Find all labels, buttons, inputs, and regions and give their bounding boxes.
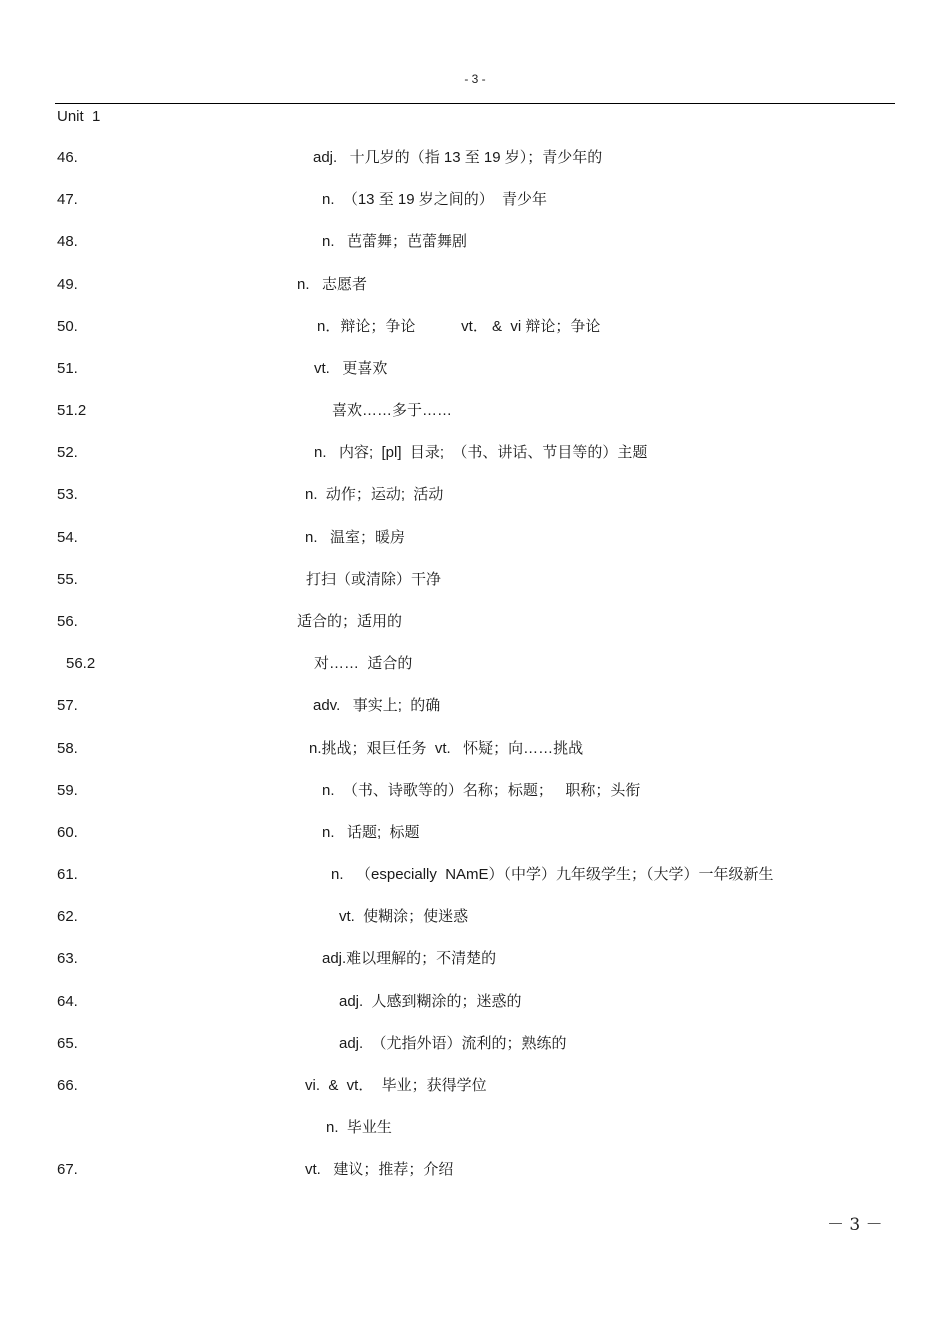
vocab-entry [0,737,950,761]
vocab-entry [0,863,950,887]
entry-number: 52. [57,444,78,461]
vocab-entry [0,146,950,170]
vocab-entry [0,821,950,845]
entry-definition: 适合的；适用的 [297,613,403,630]
entry-definition: n. （书、诗歌等的）名称；标题； 职称；头衔 [322,782,641,799]
entry-number: 64. [57,993,78,1010]
entry-number: 58. [57,740,78,757]
entry-number: 59. [57,782,78,799]
entry-number: 65. [57,1035,78,1052]
vocab-entry [0,441,950,465]
entry-number: 63. [57,950,78,967]
vocab-entry [0,357,950,381]
entry-number: 56.2 [66,655,96,672]
entry-definition: n. 动作；运动; 活动 [305,486,444,503]
entry-definition: n. 芭蕾舞；芭蕾舞剧 [322,233,468,250]
entry-number: 47. [57,191,78,208]
vocab-entry [0,483,950,507]
entry-definition: n. 内容; [pl] 目录; （书、讲话、节目等的）主题 [314,444,648,461]
entry-number: 51. [57,360,78,377]
vocab-entry [0,947,950,971]
entry-number: 60. [57,824,78,841]
entry-number: 62. [57,908,78,925]
entry-number: 56. [57,613,78,630]
entry-number: 46. [57,149,78,166]
entry-definition: adj. 人感到糊涂的；迷惑的 [339,993,522,1010]
entry-definition: vt. 使糊涂；使迷惑 [339,908,469,925]
entry-definition: n. （especially NAmE）（中学）九年级学生；（大学）一年级新生 [331,866,774,883]
vocab-entry [0,273,950,297]
vocab-entry [0,779,950,803]
entry-definition: n．辩论；争论 vt． & vi 辩论；争论 [317,318,601,335]
vocab-entry [0,399,950,423]
vocab-entry [0,652,950,676]
entry-number: 49. [57,276,78,293]
entry-definition: n. 温室；暖房 [305,529,406,546]
header-page-number: - 3 - [464,72,486,86]
entry-number: 57. [57,697,78,714]
vocab-entry [0,990,950,1014]
entry-definition: adv. 事实上; 的确 [313,697,441,714]
entry-number: 67. [57,1161,78,1178]
entry-number: 54. [57,529,78,546]
entry-definition: vt. 更喜欢 [314,360,388,377]
entry-definition: 对…… 适合的 [314,655,413,672]
vocab-entry [0,526,950,550]
entry-number: 61. [57,866,78,883]
vocab-entry [0,694,950,718]
entry-definition: n.挑战；艰巨任务 vt. 怀疑；向……挑战 [309,740,584,757]
entry-number: 50. [57,318,78,335]
vocab-entry [0,610,950,634]
entry-definition: n. 毕业生 [326,1119,392,1136]
vocab-entry [0,230,950,254]
vocab-entry [0,568,950,592]
entry-definition: n. 话题; 标题 [322,824,420,841]
vocab-entry [0,905,950,929]
entry-definition: n. （13 至 19 岁之间的） 青少年 [322,191,548,208]
entry-definition: 喜欢……多于…… [332,402,453,419]
entry-definition: n. 志愿者 [297,276,368,293]
vocab-entry [0,1116,950,1140]
entry-number: 48. [57,233,78,250]
unit-title: Unit 1 [57,108,101,125]
entry-definition: vt. 建议；推荐；介绍 [305,1161,454,1178]
entry-definition: adj. 十几岁的（指 13 至 19 岁）；青少年的 [313,149,603,166]
entry-definition: 打扫（或清除）干净 [306,571,442,588]
entry-number: 66. [57,1077,78,1094]
entry-definition: adj.难以理解的；不清楚的 [322,950,497,967]
entry-number: 55. [57,571,78,588]
entry-definition: adj. （尤指外语）流利的；熟练的 [339,1035,567,1052]
header-divider [55,103,895,104]
vocab-entry [0,1158,950,1182]
entry-number: 53. [57,486,78,503]
entry-definition: vi. & vt． 毕业；获得学位 [305,1077,487,1094]
footer-page-number: － 3 － [827,1215,883,1235]
vocab-entry [0,315,950,339]
vocab-entry [0,1074,950,1098]
vocab-entry [0,188,950,212]
entry-number: 51.2 [57,402,87,419]
vocab-entry [0,1032,950,1056]
